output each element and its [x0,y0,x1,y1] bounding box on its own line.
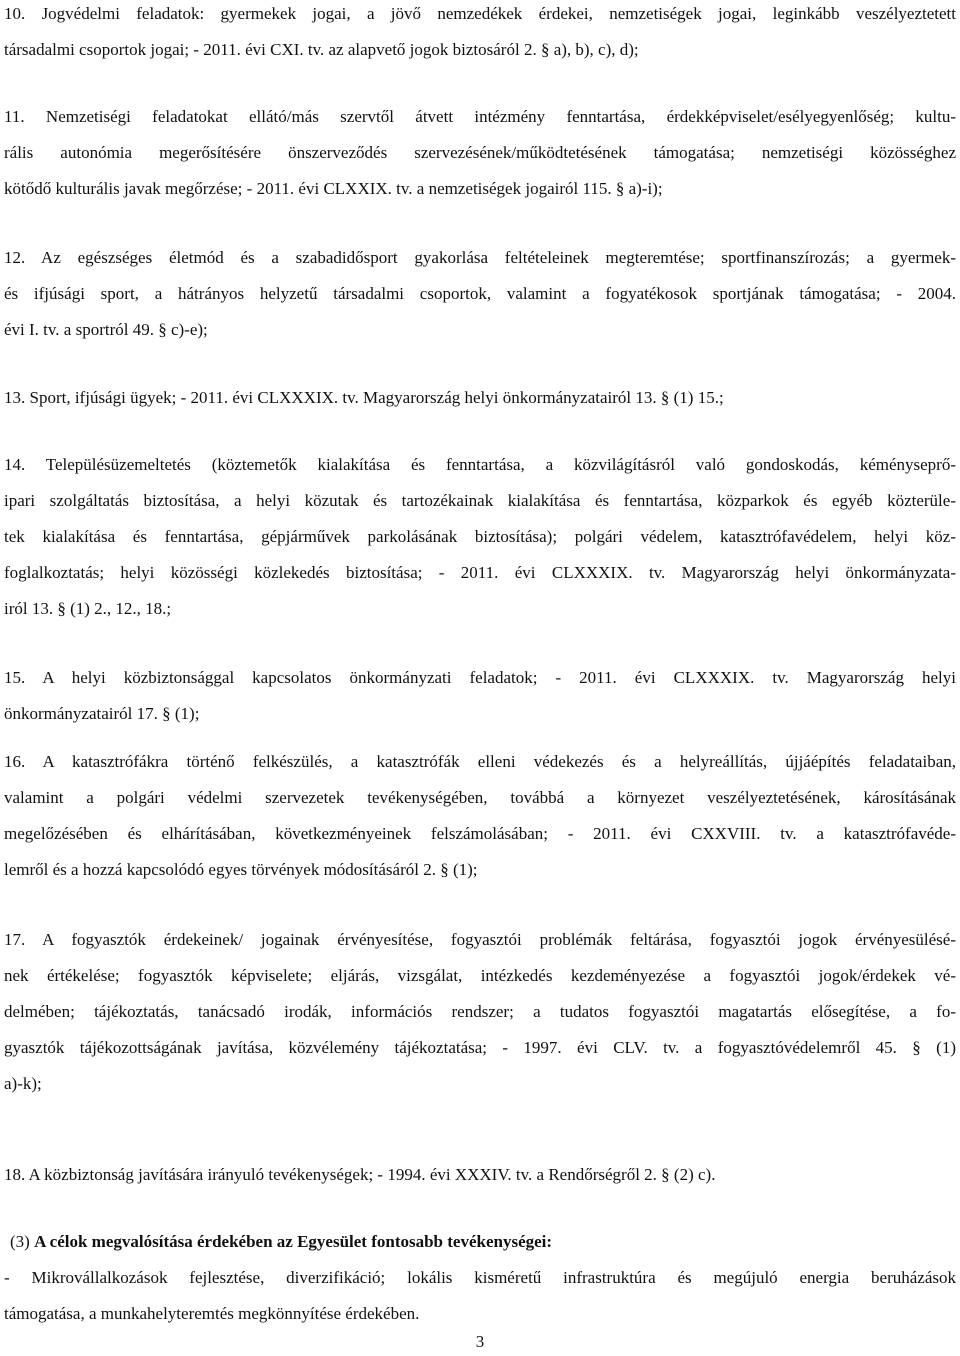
item-14-line: iról 13. § (1) 2., 12., 18.; [4,599,172,618]
item-10 [4,0,956,68]
bullet-item [4,1260,956,1332]
item-14-line: ipari szolgáltatás biztosítása, a helyi közutak és tartozékainak kialakítása és fenntartása, közparkok és egyéb közterüle- [4,491,956,510]
bullet-line: támogatása, a munkahelyteremtés megkönnyítése érdekében. [4,1304,420,1323]
item-11-line: 11. Nemzetiségi feladatokat ellátó/más szervtől átvett intézmény fenntartása, érdekképviselet/esélyegyenlőség; kultu- [4,107,956,126]
item-12-line: évi I. tv. a sportról 49. § c)-e); [4,320,208,339]
item-17 [4,922,956,1102]
item-12 [4,240,956,348]
item-16-line: valamint a polgári védelmi szervezetek tevékenységében, továbbá a környezet veszélyeztetésének, károsításának [4,788,956,807]
item-16 [4,744,956,888]
item-13 [4,380,956,416]
item-18 [4,1157,956,1193]
item-18-line: 18. A közbiztonság javítására irányuló tevékenységek; - 1994. évi XXXIV. tv. a Rendőrségről 2. § (2) c). [4,1165,716,1184]
item-12-line: és ifjúsági sport, a hátrányos helyzetű társadalmi csoportok, valamint a fogyatékosok sportjának támogatása; - 2004. [4,284,956,303]
bullet-line: - Mikrovállalkozások fejlesztése, diverzifikáció; lokális kisméretű infrastruktúra és megújuló energia beruházások [4,1268,956,1287]
item-11-line: rális autonómia megerősítésére önszerveződés szervezésének/működtetésének támogatása; nemzetiségi közösséghez [4,143,956,162]
item-16-line: lemről és a hozzá kapcsolódó egyes törvények módosításáról 2. § (1); [4,860,478,879]
section-number: (3) [10,1232,35,1251]
item-17-line: 17. A fogyasztók érdekeinek/ jogainak érvényesítése, fogyasztói problémák feltárása, fogyasztói jogok érvényesülésé- [4,930,956,949]
item-10-line: 10. Jogvédelmi feladatok: gyermekek jogai, a jövő nemzedékek érdekei, nemzetiségek jogai, leginkább veszélyeztetett [4,4,956,23]
item-11-line: kötődő kulturális javak megőrzése; - 2011. évi CLXXIX. tv. a nemzetiségek jogairól 115. § a)-i); [4,179,663,198]
page-number: 3 [475,1332,485,1351]
item-14-line: 14. Településüzemeltetés (köztemetők kialakítása és fenntartása, a közvilágításról való gondoskodás, kéményseprő- [4,455,956,474]
item-17-line: delmében; tájékoztatás, tanácsadó irodák, információs rendszer; a tudatos fogyasztói magatartás elősegítése, a fo- [4,1002,956,1021]
item-17-line: gyasztók tájékozottságának javítása, közvélemény tájékoztatása; - 1997. évi CLV. tv. a fogyasztóvédelemről 45. § (1) [4,1038,956,1057]
section-heading-line [10,1224,956,1260]
item-14 [4,447,956,627]
item-17-line: a)-k); [4,1074,42,1093]
section-heading [10,1224,956,1260]
item-15 [4,660,956,732]
item-15-line: önkormányzatairól 17. § (1); [4,704,200,723]
item-12-line: 12. Az egészséges életmód és a szabadidősport gyakorlása feltételeinek megteremtése; sportfinanszírozás; a gyermek- [4,248,956,267]
section-title: A célok megvalósítása érdekében az Egyesület fontosabb tevékenységei: [34,1232,553,1251]
item-16-line: 16. A katasztrófákra történő felkészülés, a katasztrófák elleni védekezés és a helyreállítás, újjáépítés feladataiban, [4,752,956,771]
item-15-line: 15. A helyi közbiztonsággal kapcsolatos önkormányzati feladatok; - 2011. évi CLXXXIX. tv. Magyarország helyi [4,668,956,687]
item-13-line: 13. Sport, ifjúsági ügyek; - 2011. évi CLXXXIX. tv. Magyarország helyi önkormányzatairól 13. § (1) 15.; [4,388,724,407]
item-10-line: társadalmi csoportok jogai; - 2011. évi CXI. tv. az alapvető jogok biztosáról 2. § a), b), c), d); [4,40,639,59]
item-14-line: foglalkoztatás; helyi közösségi közlekedés biztosítása; - 2011. évi CLXXXIX. tv. Magyarország helyi önkormányzata- [4,563,956,582]
item-16-line: megelőzésében és elhárításában, következményeinek felszámolásában; - 2011. évi CXXVIII. tv. a katasztrófavéde- [4,824,956,843]
item-17-line: nek értékelése; fogyasztók képviselete; eljárás, vizsgálat, intézkedés kezdeményezése a fogyasztói jogok/érdekek vé- [4,966,956,985]
item-14-line: tek kialakítása és fenntartása, gépjárművek parkolásának biztosítása); polgári védelem, katasztrófavédelem, helyi köz- [4,527,956,546]
item-11 [4,99,956,207]
